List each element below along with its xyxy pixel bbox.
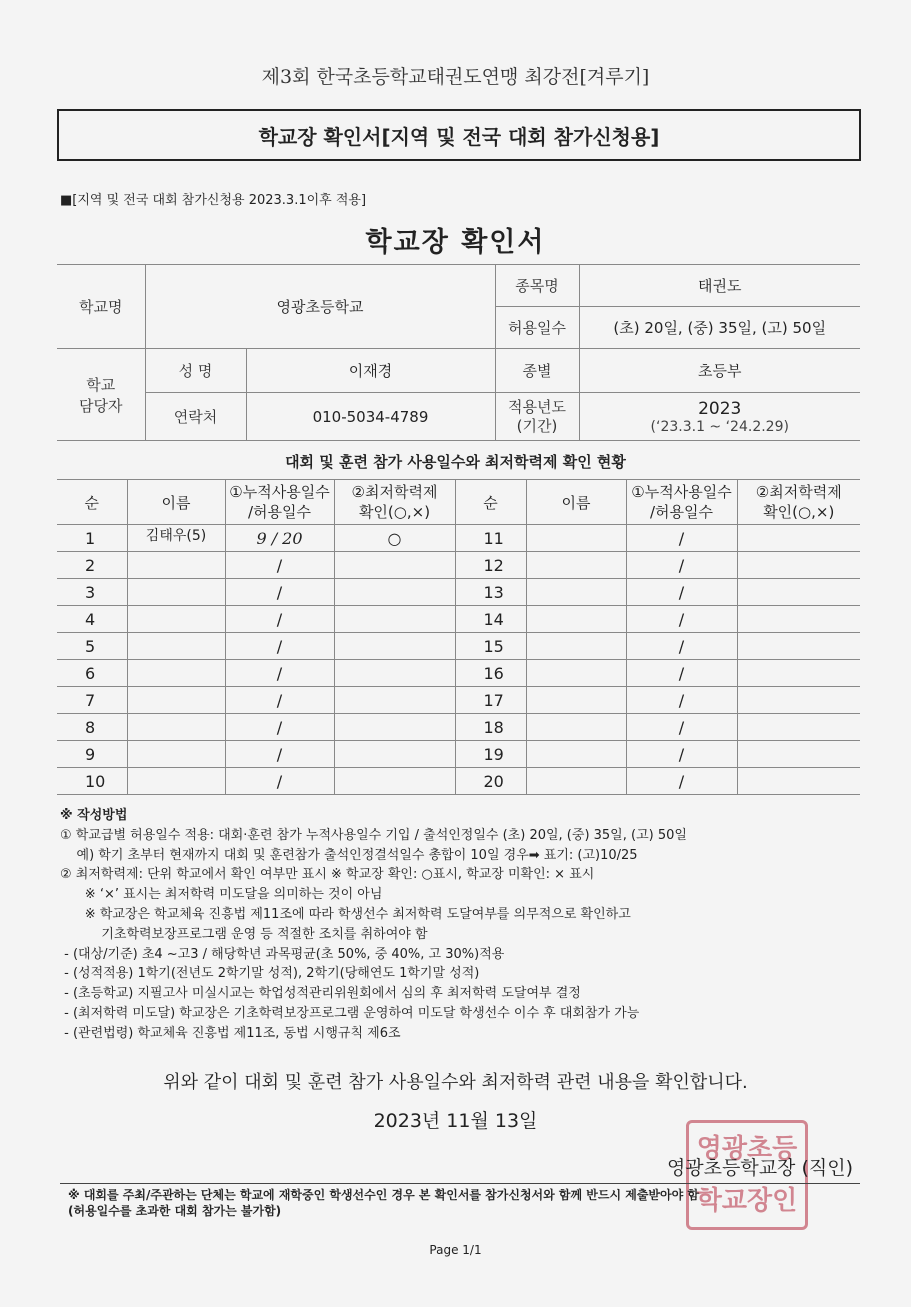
table-row bbox=[57, 606, 860, 633]
footer-note bbox=[68, 1187, 868, 1219]
table-row bbox=[57, 552, 860, 579]
table-row bbox=[57, 714, 860, 741]
row-no: 13 bbox=[455, 579, 526, 606]
row-no: 17 bbox=[455, 687, 526, 714]
row-check bbox=[334, 741, 455, 768]
year-label: 적용년도 (기간) bbox=[495, 393, 579, 441]
school-name: 영광초등학교 bbox=[145, 265, 495, 349]
row-name bbox=[127, 741, 225, 768]
signer-line: 영광초등학교장 (직인) bbox=[666, 1157, 853, 1179]
row-name bbox=[526, 660, 626, 687]
allow-days-value: (초) 20일, (중) 35일, (고) 50일 bbox=[579, 307, 860, 349]
row-days: / bbox=[225, 579, 334, 606]
row-name bbox=[526, 714, 626, 741]
row-check bbox=[737, 525, 860, 552]
manager-label: 학교 담당자 bbox=[57, 349, 145, 441]
row-days: / bbox=[225, 552, 334, 579]
contact-value: 010-5034-4789 bbox=[246, 393, 495, 441]
row-days: 9 / 20 bbox=[225, 525, 334, 552]
period-value: (‘23.3.1 ~ ‘24.2.29) bbox=[650, 418, 789, 435]
confirm-statement: 위와 같이 대회 및 훈련 참가 사용일수와 최저학력 관련 내용을 확인합니다. bbox=[163, 1072, 748, 1093]
row-check bbox=[737, 714, 860, 741]
roster-table bbox=[57, 479, 860, 795]
row-name bbox=[526, 579, 626, 606]
row-days: / bbox=[626, 552, 737, 579]
row-no: 4 bbox=[57, 606, 127, 633]
col-header-check: ②최저학력제 확인(○,×) bbox=[334, 480, 455, 525]
row-no: 14 bbox=[455, 606, 526, 633]
row-name bbox=[127, 606, 225, 633]
row-name bbox=[526, 633, 626, 660]
method-line: - (대상/기준) 초4 ~고3 / 해당학년 과목평균(초 50%, 중 40%, 고 30%)적용 bbox=[60, 946, 505, 962]
row-check bbox=[737, 579, 860, 606]
roster-header-row bbox=[57, 480, 860, 525]
row-check bbox=[334, 579, 455, 606]
row-days: / bbox=[626, 741, 737, 768]
row-check bbox=[334, 687, 455, 714]
page-number: Page 1/1 bbox=[429, 1243, 482, 1257]
row-days: / bbox=[626, 606, 737, 633]
row-check bbox=[737, 606, 860, 633]
roster-section-title: 대회 및 훈련 참가 사용일수와 최저학력제 확인 현황 bbox=[285, 453, 626, 471]
method-line: ※ ‘×’ 표시는 최저학력 미도달을 의미하는 것이 아님 bbox=[60, 887, 383, 903]
row-days: / bbox=[626, 633, 737, 660]
row-check bbox=[737, 552, 860, 579]
method-line: ② 최저학력제: 단위 학교에서 확인 여부만 표시 ※ 학교장 확인: ○표시, 학교장 미확인: × 표시 bbox=[60, 867, 595, 883]
event-title: 제3회 한국초등학교태권도연맹 최강전[겨루기] bbox=[261, 66, 650, 88]
row-check bbox=[737, 741, 860, 768]
row-no: 2 bbox=[57, 552, 127, 579]
footer-divider bbox=[60, 1183, 860, 1184]
roster-body bbox=[57, 480, 860, 795]
row-check bbox=[334, 606, 455, 633]
row-no: 12 bbox=[455, 552, 526, 579]
row-check bbox=[334, 633, 455, 660]
row-days: / bbox=[225, 606, 334, 633]
row-no: 3 bbox=[57, 579, 127, 606]
row-no: 1 bbox=[57, 525, 127, 552]
row-name bbox=[127, 633, 225, 660]
method-line: - (초등학교) 지필고사 미실시교는 학업성적관리위원회에서 심의 후 최저학력 도달여부 결정 bbox=[60, 986, 581, 1002]
row-check: ○ bbox=[334, 525, 455, 552]
row-check bbox=[334, 660, 455, 687]
row-days: / bbox=[626, 714, 737, 741]
method-line: - (관련법령) 학교체육 진흥법 제11조, 동법 시행규칙 제6조 bbox=[60, 1025, 401, 1041]
division-label: 종별 bbox=[495, 349, 579, 393]
issue-date: 2023년 11월 13일 bbox=[373, 1110, 538, 1132]
row-no: 8 bbox=[57, 714, 127, 741]
row-days: / bbox=[225, 741, 334, 768]
row-name bbox=[127, 660, 225, 687]
col-header-no: 순 bbox=[57, 480, 127, 525]
table-row bbox=[57, 741, 860, 768]
row-no: 7 bbox=[57, 687, 127, 714]
row-no: 6 bbox=[57, 660, 127, 687]
row-no: 5 bbox=[57, 633, 127, 660]
method-line: ※ 학교장은 학교체육 진흥법 제11조에 따라 학생선수 최저학력 도달여부를 의무적으로 확인하고 bbox=[60, 906, 631, 922]
row-name bbox=[526, 768, 626, 795]
footer-note-line: ※ 대회를 주최/주관하는 단체는 학교에 재학중인 학생선수인 경우 본 확인서를 참가신청서와 함께 반드시 제출받아야 함 bbox=[68, 1188, 699, 1202]
method-line: ① 학교급별 허용일수 적용: 대회·훈련 참가 누적사용일수 기입 / 출석인정일수 (초) 20일, (중) 35일, (고) 50일 bbox=[60, 827, 687, 843]
row-days: / bbox=[626, 525, 737, 552]
row-no: 20 bbox=[455, 768, 526, 795]
footer-note-line: (허용일수를 초과한 대회 참가는 불가함) bbox=[68, 1204, 282, 1218]
method-line: 예) 학기 초부터 현재까지 대회 및 훈련참가 출석인정결석일수 총합이 10일 경우➡ 표기: (고)10/25 bbox=[60, 847, 638, 863]
table-row bbox=[57, 633, 860, 660]
row-check bbox=[737, 768, 860, 795]
row-check bbox=[737, 633, 860, 660]
method-line: - (최저학력 미도달) 학교장은 기초학력보장프로그램 운영하여 미도달 학생선수 이수 후 대회참가 가능 bbox=[60, 1005, 640, 1021]
table-row bbox=[57, 687, 860, 714]
row-name bbox=[127, 687, 225, 714]
row-check bbox=[334, 552, 455, 579]
row-check bbox=[737, 687, 860, 714]
sport-value: 태권도 bbox=[579, 265, 860, 307]
allow-days-label: 허용일수 bbox=[495, 307, 579, 349]
row-days: / bbox=[225, 768, 334, 795]
official-seal: 영광초등 학교장인 bbox=[686, 1120, 808, 1230]
method-line: - (성적적용) 1학기(전년도 2학기말 성적), 2학기(당해연도 1학기말 성적) bbox=[60, 966, 480, 982]
table-row bbox=[57, 768, 860, 795]
row-name bbox=[127, 714, 225, 741]
row-name bbox=[526, 525, 626, 552]
row-days: / bbox=[626, 660, 737, 687]
document-banner: 학교장 확인서[지역 및 전국 대회 참가신청용] bbox=[57, 109, 861, 161]
row-no: 9 bbox=[57, 741, 127, 768]
method-line: 기초학력보장프로그램 운영 등 적절한 조치를 취하여야 함 bbox=[60, 926, 428, 942]
apply-note: ■[지역 및 전국 대회 참가신청용 2023.3.1이후 적용] bbox=[60, 193, 367, 208]
row-days: / bbox=[225, 633, 334, 660]
row-days: / bbox=[626, 579, 737, 606]
row-check bbox=[334, 768, 455, 795]
document-title: 학교장 확인서 bbox=[365, 227, 546, 258]
writing-method bbox=[60, 806, 860, 1044]
row-days: / bbox=[626, 687, 737, 714]
col-header-no: 순 bbox=[455, 480, 526, 525]
col-header-days: ①누적사용일수 /허용일수 bbox=[225, 480, 334, 525]
table-row bbox=[57, 579, 860, 606]
division-value: 초등부 bbox=[579, 349, 860, 393]
row-no: 19 bbox=[455, 741, 526, 768]
row-name bbox=[127, 552, 225, 579]
row-check bbox=[334, 714, 455, 741]
col-header-days: ①누적사용일수 /허용일수 bbox=[626, 480, 737, 525]
row-no: 18 bbox=[455, 714, 526, 741]
table-row bbox=[57, 660, 860, 687]
year-value: 2023 bbox=[698, 398, 742, 419]
method-line: ※ 작성방법 bbox=[60, 808, 128, 823]
row-days: / bbox=[225, 660, 334, 687]
name-label: 성 명 bbox=[145, 349, 246, 393]
school-info-table bbox=[57, 264, 860, 441]
sport-label: 종목명 bbox=[495, 265, 579, 307]
col-header-name: 이름 bbox=[526, 480, 626, 525]
row-name bbox=[526, 741, 626, 768]
manager-name: 이재경 bbox=[246, 349, 495, 393]
row-days: / bbox=[225, 714, 334, 741]
year-cell bbox=[579, 393, 860, 441]
row-no: 10 bbox=[57, 768, 127, 795]
contact-label: 연락처 bbox=[145, 393, 246, 441]
row-name bbox=[526, 606, 626, 633]
row-name: 김태우(5) bbox=[127, 525, 225, 552]
row-name bbox=[127, 768, 225, 795]
row-days: / bbox=[225, 687, 334, 714]
row-name bbox=[526, 687, 626, 714]
row-no: 15 bbox=[455, 633, 526, 660]
school-label: 학교명 bbox=[57, 265, 145, 349]
row-check bbox=[737, 660, 860, 687]
row-days: / bbox=[626, 768, 737, 795]
row-no: 11 bbox=[455, 525, 526, 552]
table-row bbox=[57, 525, 860, 552]
col-header-check: ②최저학력제 확인(○,×) bbox=[737, 480, 860, 525]
row-name bbox=[526, 552, 626, 579]
row-no: 16 bbox=[455, 660, 526, 687]
row-name bbox=[127, 579, 225, 606]
col-header-name: 이름 bbox=[127, 480, 225, 525]
